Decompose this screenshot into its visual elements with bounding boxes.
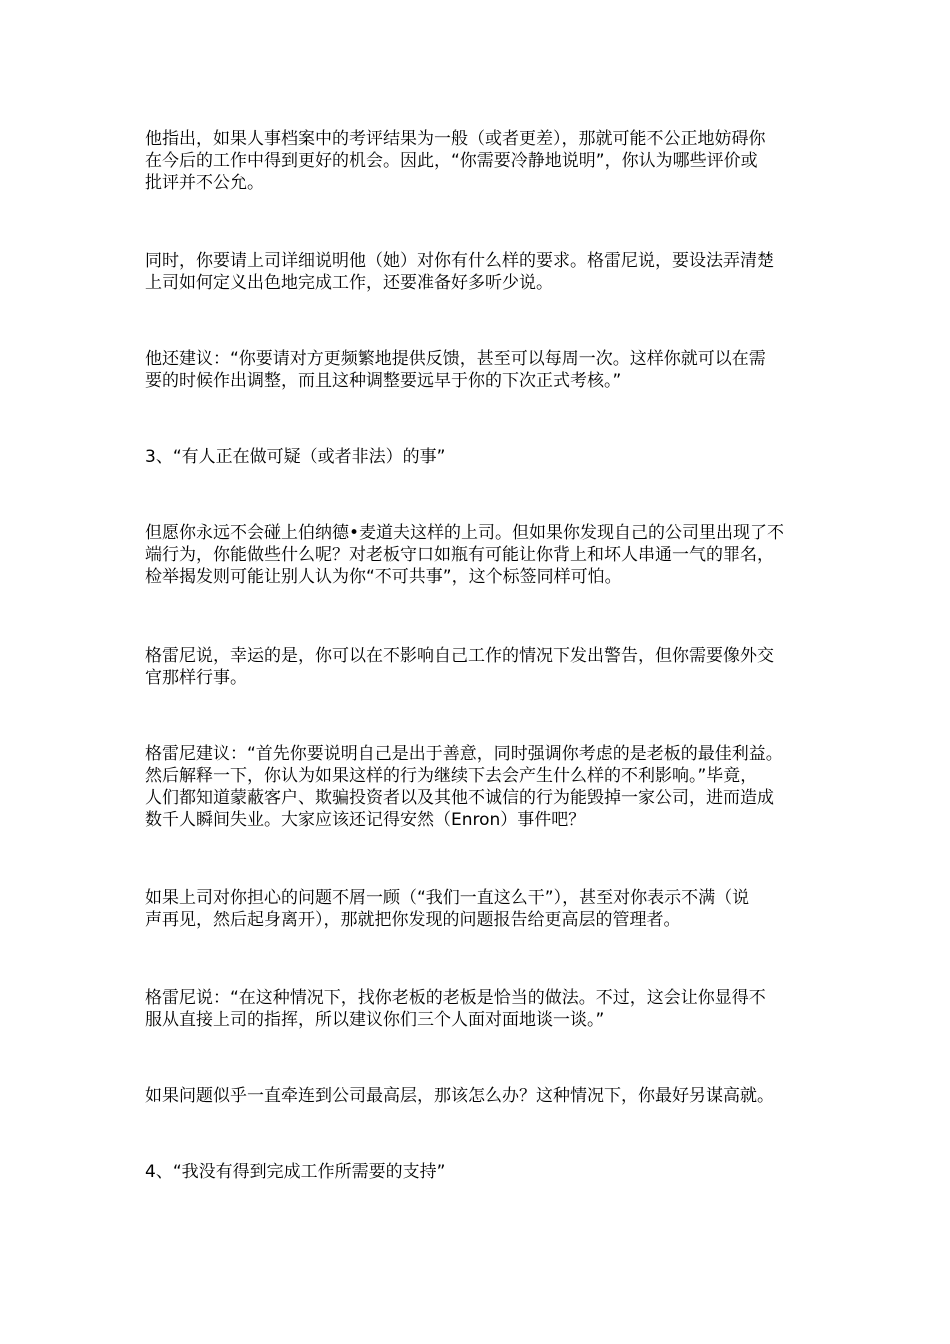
paragraph-boss-expectations: 同时，你要请上司详细说明他（她）对你有什么样的要求。格雷尼说，要设法弄清楚 上司如何定义出色地完成工作，还要准备好多听少说。 bbox=[145, 251, 774, 293]
paragraph-leave-company: 如果问题似乎一直牵连到公司最高层，那该怎么办？这种情况下，你最好另谋高就。 bbox=[145, 1086, 774, 1106]
paragraph-performance-record: 他指出，如果人事档案中的考评结果为一般（或者更差），那就可能不公正地妨碍你 在今后的工作中得到更好的机会。因此，“你需要冷静地说明”，你认为哪些评价或 批评并不公允。 bbox=[145, 129, 766, 193]
paragraph-diplomat: 格雷尼说，幸运的是，你可以在不影响自己工作的情况下发出警告，但你需要像外交 官那样行事。 bbox=[145, 646, 774, 688]
paragraph-skip-level: 格雷尼说：“在这种情况下，找你老板的老板是恰当的做法。不过，这会让你显得不 服从直接上司的指挥，所以建议你们三个人面对面地谈一谈。” bbox=[145, 988, 766, 1030]
section-heading-3: 3、“有人正在做可疑（或者非法）的事” bbox=[145, 447, 446, 467]
paragraph-misconduct: 但愿你永远不会碰上伯纳德•麦道夫这样的上司。但如果你发现自己的公司里出现了不 端行为，你能做些什么呢？对老板守口如瓶有可能让你背上和坏人串通一气的罪名， 检举揭发则可能让别人认为你“不可共事”，这个标签同样可怕。 bbox=[145, 523, 785, 587]
paragraph-frequent-feedback: 他还建议：“你要请对方更频繁地提供反馈，甚至可以每周一次。这样你就可以在需 要的时候作出调整，而且这种调整要远早于你的下次正式考核。” bbox=[145, 349, 766, 391]
section-heading-4: 4、“我没有得到完成工作所需要的支持” bbox=[145, 1162, 446, 1182]
paragraph-escalate: 如果上司对你担心的问题不屑一顾（“我们一直这么干”），甚至对你表示不满（说 声再见，然后起身离开），那就把你发现的问题报告给更高层的管理者。 bbox=[145, 888, 750, 930]
paragraph-grenny-advice: 格雷尼建议：“首先你要说明自己是出于善意，同时强调你考虑的是老板的最佳利益。 然后解释一下，你认为如果这样的行为继续下去会产生什么样的不利影响。”毕竟， 人们都知道蒙蔽客户、欺骗投资者以及其他不诚信的行为能毁掉一家公司，进而造成 数千人瞬间失业。大家应该还记得安然（Enron）事件吧？ bbox=[145, 744, 783, 830]
